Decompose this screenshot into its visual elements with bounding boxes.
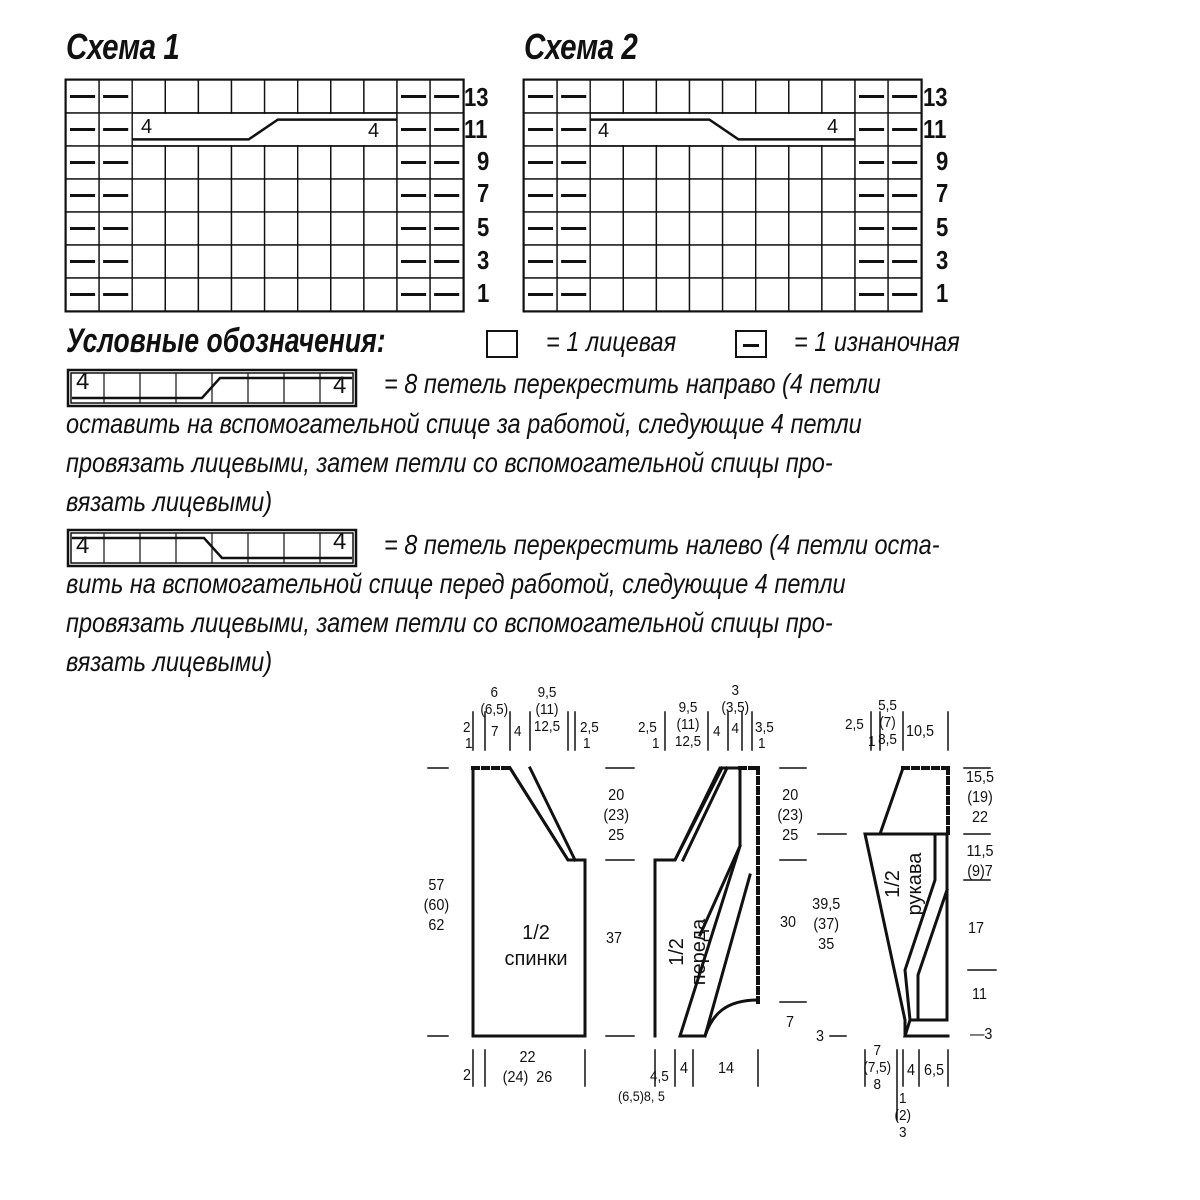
left-cross-number-right: 4 [333,528,347,555]
dim-value: (11) [535,701,559,718]
front-top-c: 4 [713,723,721,740]
front-hem-height: 3 [816,1028,825,1045]
dim-value: 3 [731,682,740,699]
dim-value: 39,5 [812,896,841,913]
back-top-e: 2,5 [580,719,599,736]
dim-value-row [496,1068,559,1088]
front-top-a2: 1 [652,735,660,752]
text-line: провязать лицевыми, затем петли со вспомогательной спицы про- [66,607,833,638]
sleeve-upper-height [962,842,998,882]
dim-value: (6,5) [480,701,509,718]
row-number: 13 [464,82,489,112]
dim-value: 9,5 [678,699,698,716]
dim-value: 20 [608,787,625,804]
dim-value: 25 [608,827,625,844]
back-top-e2: 1 [583,735,591,752]
back-height-total [422,876,451,936]
back-body-height: 37 [606,930,623,947]
dim-value: (23) [603,807,629,824]
row-number: 9 [936,146,949,176]
sleeve-label-name: рукава [904,852,926,916]
knit-stitch-label: = 1 лицевая [546,326,677,357]
front-top-e2: 1 [758,735,766,752]
dim-value: 1 [899,1090,907,1107]
row-number: 1 [936,278,949,308]
dim-value: 8 [873,1076,882,1093]
dim-value: 9,5 [537,684,557,701]
text-line: вязать лицевыми) [66,486,273,517]
text-line: вязать лицевыми) [66,646,273,677]
row-number: 11 [923,114,947,144]
sleeve-top-c: 10,5 [906,723,935,740]
row-number: 11 [464,114,488,144]
sleeve-cap-height [962,768,998,828]
right-cross-number-left: 4 [76,368,90,395]
dim-value: 7 [873,1042,882,1059]
dim-value: 3 [984,1026,993,1043]
dim-value: (7) [879,714,896,731]
back-top-c: 4 [514,723,522,740]
text-line: = 8 петель перекрестить направо (4 петли [384,368,881,399]
sleeve-mid-height: 17 [968,920,985,937]
back-piece-outline [473,768,585,1036]
front-low-height: 7 [786,1014,795,1031]
back-top-b3: 7 [491,723,499,740]
dim-value: 6 [490,684,498,701]
scheme1-cable-left-number: 4 [141,116,153,138]
left-cross-number-left: 4 [76,532,90,559]
dim-value: (19) [967,789,993,806]
dim-value: 3 [899,1124,907,1141]
row-number: 9 [477,146,490,176]
dim-value: 20 [782,787,799,804]
sleeve-bottom-d [892,1090,914,1141]
back-top-a: 2 [463,719,471,736]
scheme1-title: Схема 1 [66,26,180,67]
scheme1-cable-right-number: 4 [368,120,380,142]
dim-value: 12,5 [533,718,561,735]
row-number: 3 [477,245,490,275]
dim-value: 4 [731,720,740,737]
legend-title: Условные обозначения: [66,322,386,360]
row-number: 7 [936,178,949,208]
front-label-name: переда [688,918,710,986]
dim-value: (7,5) [863,1059,892,1076]
back-bottom-width [496,1048,559,1088]
dim-value: 5,5 [878,697,897,714]
text-line: оставить на вспомогательной спице за работой, следующие 4 петли [66,408,862,439]
dim-value: 22 [519,1049,536,1066]
dim-value: 35 [818,936,835,953]
front-label-fraction: 1/2 [666,938,688,966]
front-bottom-b: 4 [680,1060,689,1077]
dim-value: 25 [782,827,799,844]
sleeve-bottom-b: 4 [907,1062,916,1079]
scheme2-cable-left-number: 4 [598,120,610,142]
dim-value: (24) [502,1069,529,1086]
front-bottom-a2: (6,5)8, 5 [618,1088,665,1104]
sleeve-bottom-a [862,1042,893,1093]
front-armhole-height [774,786,806,846]
sleeve-top-a: 2,5 [845,716,864,733]
front-top-e: 3,5 [755,719,774,736]
sleeve-bottom-c: 6,5 [924,1062,945,1079]
back-bottom-a: 2 [463,1067,472,1084]
dim-value: 11,5 [966,843,994,860]
text-line: вить на вспомогательной спице перед работой, следующие 4 петли [66,568,846,599]
dim-value: (9)7 [967,863,993,880]
row-number: 13 [923,82,948,112]
back-armhole-height [600,786,632,846]
front-bottom-c: 14 [718,1060,735,1077]
front-piece-label [666,902,710,1002]
dim-value: 15,5 [965,769,995,786]
row-number: 5 [936,212,949,242]
front-top-d [720,682,751,737]
row-number: 7 [477,178,490,208]
row-number: 3 [936,245,949,275]
sleeve-low-height: 11 [972,986,987,1003]
text-line: провязать лицевыми, затем петли со вспомогательной спицы про- [66,447,833,478]
dim-value: (23) [777,807,803,824]
dim-value: 26 [536,1069,553,1086]
scheme2-title: Схема 2 [524,26,638,67]
text-line: = 8 петель перекрестить налево (4 петли оста- [384,529,940,560]
purl-stitch-label: = 1 изнаночная [794,326,960,357]
scheme2-cable-right-number: 4 [827,116,839,138]
back-top-d [529,684,565,735]
front-mid-height: 30 [780,914,797,931]
front-top-a: 2,5 [638,719,657,736]
sleeve-piece-label [882,834,926,934]
back-top-b [478,684,510,718]
back-label-name: спинки [504,948,568,970]
sleeve-cuff-height: —3 [970,1026,993,1043]
right-cross-number-right: 4 [333,372,347,399]
dim-value: (11) [676,716,700,733]
sleeve-top-a2: 1 [868,733,876,750]
dim-value: (37) [813,916,839,933]
sleeve-top-b [874,697,901,748]
dim-value: 57 [428,877,445,894]
front-top-b [670,699,706,750]
sleeve-label-fraction: 1/2 [882,870,904,898]
row-number: 5 [477,212,490,242]
dim-value: (3,5) [721,699,750,716]
dim-value: 22 [971,809,989,826]
back-top-a2: 1 [465,735,473,752]
dim-value: 12,5 [674,733,702,750]
front-neck-height [810,895,842,955]
back-label-fraction: 1/2 [522,922,550,944]
dim-value: (2) [894,1107,912,1124]
back-piece-label [496,922,576,970]
front-bottom-a: 4,5 [650,1068,669,1085]
dim-value: 62 [428,917,445,934]
row-number: 1 [477,278,490,308]
dim-value: (60) [423,897,450,914]
dim-value: 8,5 [878,731,897,748]
